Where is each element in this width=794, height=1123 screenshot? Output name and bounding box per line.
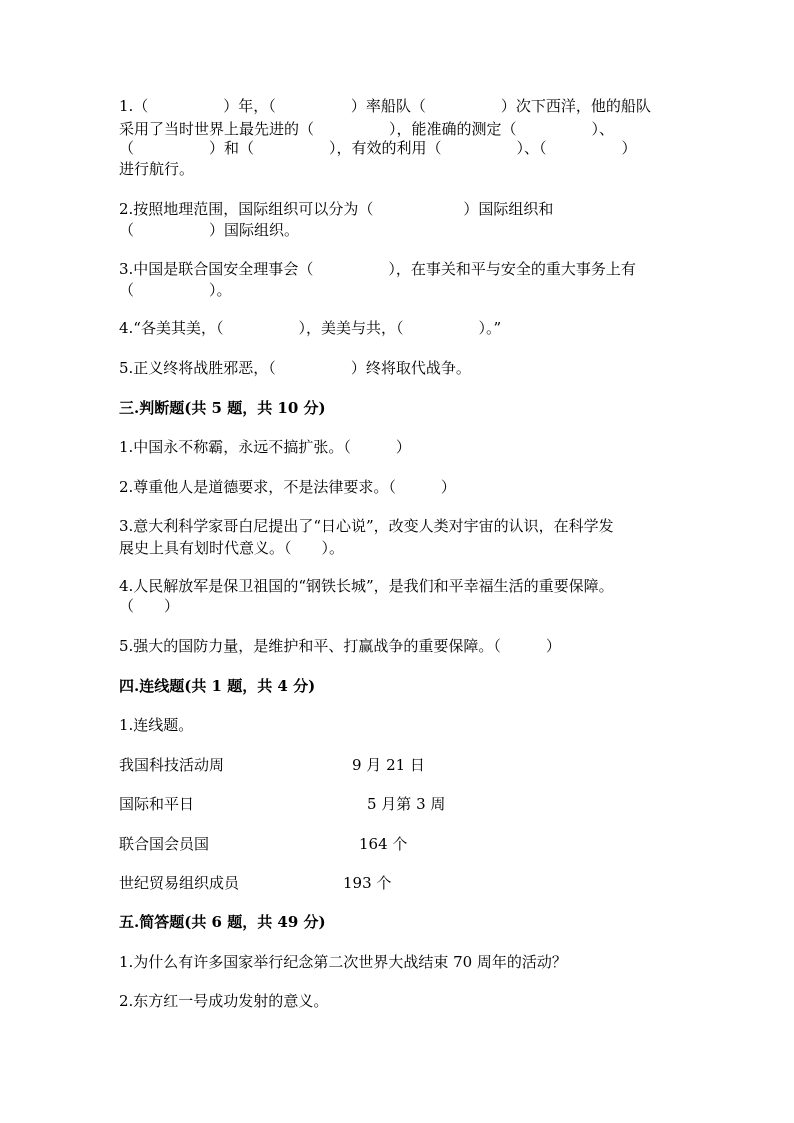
- short-answer-question-2: 2.东方红一号成功发射的意义。: [119, 992, 329, 1010]
- matching-right-item: 164 个: [359, 835, 408, 853]
- matching-left-item: 世纪贸易组织成员: [119, 874, 240, 892]
- question-3-line-1: 3.中国是联合国安全理事会（ ），在事关和平与安全的重大事务上有: [119, 260, 636, 278]
- section-5-heading: 五.简答题(共 6 题，共 49 分): [119, 913, 326, 931]
- short-answer-question-1: 1.为什么有许多国家举行纪念第二次世界大战结束 70 周年的活动？: [119, 953, 567, 971]
- judge-question-2: 2.尊重他人是道德要求，不是法律要求。（ ）: [119, 478, 456, 496]
- judge-question-3-line-1: 3.意大利科学家哥白尼提出了“日心说”，改变人类对宇宙的认识，在科学发: [119, 517, 614, 535]
- question-3-line-2: （ ）。: [119, 281, 232, 299]
- question-1-line-4: 进行航行。: [119, 160, 195, 178]
- question-4: 4.“各美其美，（ ），美美与共，（ ）。”: [119, 319, 502, 337]
- section-3-heading: 三.判断题(共 5 题，共 10 分): [119, 399, 326, 417]
- question-2-line-2: （ ）国际组织。: [119, 221, 300, 239]
- question-1-line-3: （ ）和（ ），有效的利用（ ）、（ ）: [119, 139, 637, 157]
- matching-question-1: 1.连线题。: [119, 716, 194, 734]
- matching-left-item: 国际和平日: [119, 795, 195, 813]
- question-1-line-2: 采用了当时世界上最先进的（ ），能准确的测定（ ）、: [119, 120, 615, 138]
- question-2-line-1: 2.按照地理范围，国际组织可以分为（ ）国际组织和: [119, 200, 554, 218]
- matching-left-item: 联合国会员国: [119, 835, 210, 853]
- matching-right-item: 9 月 21 日: [352, 756, 425, 774]
- judge-question-4-line-2: （ ）: [119, 597, 180, 615]
- judge-question-3-line-2: 展史上具有划时代意义。（ ）。: [119, 539, 345, 557]
- question-1-line-1: 1.（ ）年，（ ）率船队（ ）次下西洋，他的船队: [119, 97, 651, 115]
- question-5: 5.正义终将战胜邪恶，（ ）终将取代战争。: [119, 359, 471, 377]
- judge-question-1: 1.中国永不称霸，永远不搞扩张。（ ）: [119, 438, 411, 456]
- judge-question-4-line-1: 4.人民解放军是保卫祖国的“钢铁长城”，是我们和平幸福生活的重要保障。: [119, 577, 614, 595]
- matching-right-item: 5 月第 3 周: [367, 795, 446, 813]
- section-4-heading: 四.连线题(共 1 题，共 4 分): [119, 677, 316, 695]
- matching-right-item: 193 个: [343, 874, 392, 892]
- judge-question-5: 5.强大的国防力量，是维护和平、打赢战争的重要保障。（ ）: [119, 637, 561, 655]
- matching-left-item: 我国科技活动周: [119, 756, 225, 774]
